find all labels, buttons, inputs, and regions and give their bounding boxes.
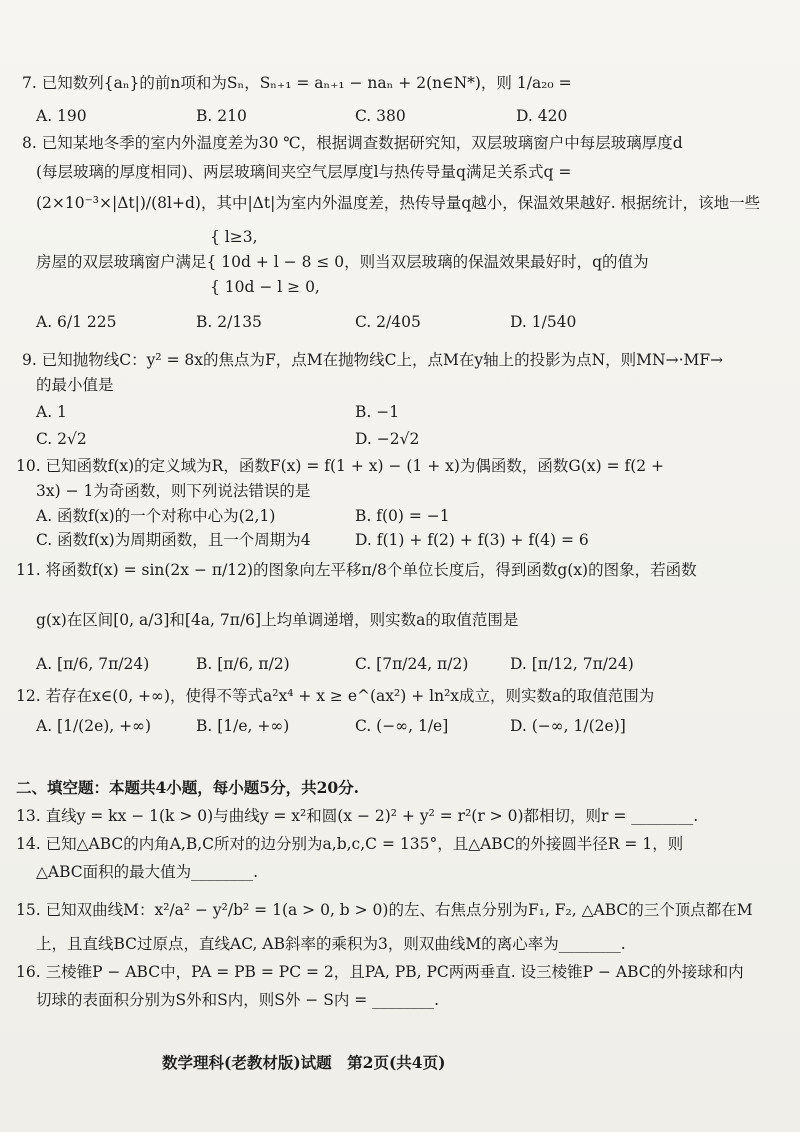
question-12-option-c: C. (−∞, 1/e] <box>355 717 449 735</box>
question-15-line: 上，且直线BC过原点，直线AC, AB斜率的乘积为3，则双曲线M的离心率为________. <box>36 935 626 953</box>
question-13: 13. 直线y = kx − 1(k > 0)与曲线y = x²和圆(x − 2)² + y² = r²(r > 0)都相切，则r = ________. <box>16 807 699 825</box>
question-15-line: 15. 已知双曲线M：x²/a² − y²/b² = 1(a > 0, b > 0)的左、右焦点分别为F₁, F₂, △ABC的三个顶点都在M <box>16 901 753 919</box>
question-11-option-d: D. [π/12, 7π/24) <box>510 655 634 673</box>
question-14-line: △ABC面积的最大值为________. <box>36 863 259 881</box>
question-9-option-b: B. −1 <box>355 403 400 421</box>
question-10-stem-line: 3x) − 1为奇函数，则下列说法错误的是 <box>36 482 311 500</box>
question-14-line: 14. 已知△ABC的内角A,B,C所对的边分别为a,b,c,C = 135°，且△ABC的外接圆半径R = 1，则 <box>16 835 684 853</box>
question-8-option-a: A. 6/1 225 <box>36 313 117 331</box>
question-9-stem-line: 9. 已知抛物线C：y² = 8x的焦点为F，点M在抛物线C上，点M在y轴上的投影为点N，则MN→·MF→ <box>22 351 724 369</box>
question-8-option-c: C. 2/405 <box>355 313 421 331</box>
question-7-option-b: B. 210 <box>196 107 247 125</box>
question-8-stem-line: (2×10⁻³×|Δt|)/(8l+d)，其中|Δt|为室内外温度差，热传导量q越小，保温效果越好. 根据统计，该地一些 <box>36 194 761 212</box>
question-10-stem-line: 10. 已知函数f(x)的定义域为R，函数F(x) = f(1 + x) − (1 + x)为偶函数，函数G(x) = f(2 + <box>16 457 665 475</box>
page-footer: 数学理科(老教材版)试题 第2页(共4页) <box>162 1053 446 1072</box>
question-10-option-b: B. f(0) = −1 <box>355 507 450 525</box>
question-9-stem-line: 的最小值是 <box>36 376 114 394</box>
question-11-stem-line: 11. 将函数f(x) = sin(2x − π/12)的图象向左平移π/8个单位长度后，得到函数g(x)的图象，若函数 <box>16 561 697 579</box>
question-8-constraint-2: 房屋的双层玻璃窗户满足{ 10d + l − 8 ≤ 0，则当双层玻璃的保温效果最好时，q的值为 <box>36 253 649 271</box>
question-16-line: 16. 三棱锥P − ABC中，PA = PB = PC = 2，且PA, PB, PC两两垂直. 设三棱锥P − ABC的外接球和内 <box>16 963 744 981</box>
question-9-option-d: D. −2√2 <box>355 430 420 448</box>
question-7-option-d: D. 420 <box>516 107 568 125</box>
question-10-option-d: D. f(1) + f(2) + f(3) + f(4) = 6 <box>355 531 589 549</box>
question-16-line: 切球的表面积分别为S外和S内，则S外 − S内 = ________. <box>36 991 440 1009</box>
question-7-stem: 7. 已知数列{aₙ}的前n项和为Sₙ，Sₙ₊₁ = aₙ₊₁ − naₙ + 2(n∈N*)，则 1/a₂₀ = <box>22 74 572 92</box>
question-8-option-b: B. 2/135 <box>196 313 262 331</box>
question-8-stem-line: 8. 已知某地冬季的室内外温度差为30 ℃，根据调查数据研究知，双层玻璃窗户中每层玻璃厚度d <box>22 134 683 152</box>
question-8-constraint-1: { l≥3, <box>210 228 258 246</box>
question-7-option-a: A. 190 <box>36 107 87 125</box>
question-12-option-b: B. [1/e, +∞) <box>196 717 290 735</box>
question-11-stem-line: g(x)在区间[0, a/3]和[4a, 7π/6]上均单调递增，则实数a的取值范围是 <box>36 611 519 629</box>
question-7-option-c: C. 380 <box>355 107 406 125</box>
question-12-option-d: D. (−∞, 1/(2e)] <box>510 717 626 735</box>
question-9-option-c: C. 2√2 <box>36 430 87 448</box>
question-8-stem-line: (每层玻璃的厚度相同)、两层玻璃间夹空气层厚度l与热传导量q满足关系式q = <box>36 163 572 181</box>
question-11-option-c: C. [7π/24, π/2) <box>355 655 469 673</box>
question-11-option-a: A. [π/6, 7π/24) <box>36 655 150 673</box>
section-heading: 二、填空题：本题共4小题，每小题5分，共20分. <box>16 778 360 797</box>
question-12-option-a: A. [1/(2e), +∞) <box>36 717 152 735</box>
question-9-option-a: A. 1 <box>36 403 67 421</box>
question-10-option-c: C. 函数f(x)为周期函数，且一个周期为4 <box>36 531 311 549</box>
question-8-option-d: D. 1/540 <box>510 313 577 331</box>
question-11-option-b: B. [π/6, π/2) <box>196 655 290 673</box>
question-8-constraint-3: { 10d − l ≥ 0, <box>210 278 320 296</box>
question-12-stem: 12. 若存在x∈(0, +∞)，使得不等式a²x⁴ + x ≥ e^(ax²) + ln²x成立，则实数a的取值范围为 <box>16 687 655 705</box>
question-10-option-a: A. 函数f(x)的一个对称中心为(2,1) <box>36 507 276 525</box>
